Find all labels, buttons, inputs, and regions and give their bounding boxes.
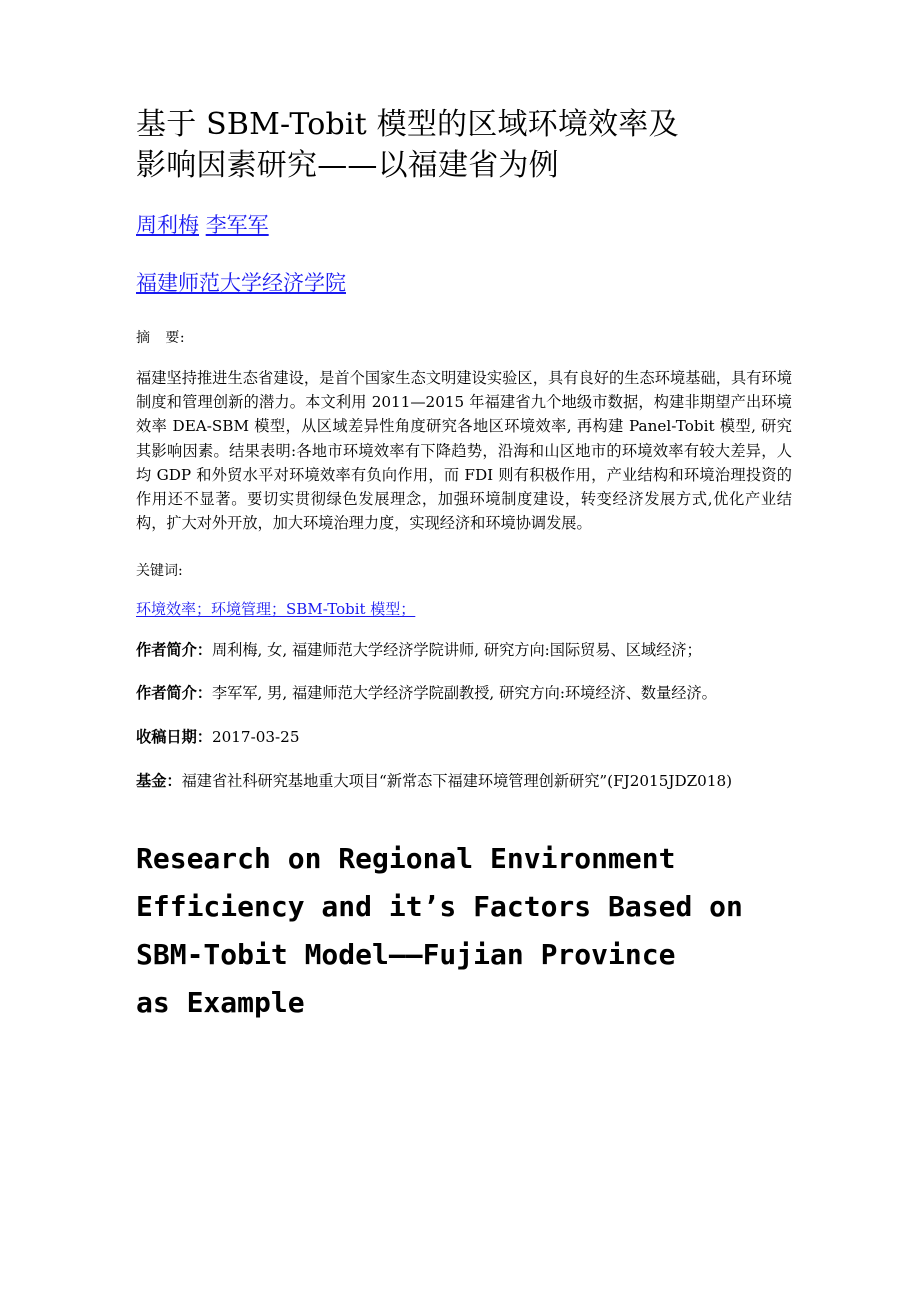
- abstract-label: 摘 要:: [136, 330, 186, 346]
- affiliation: [136, 268, 792, 298]
- page-title-english: [136, 835, 816, 1027]
- author-link-1[interactable]: 周利梅: [136, 213, 199, 237]
- received-date-label: 收稿日期：: [136, 727, 212, 746]
- document-content-column: [136, 0, 792, 1050]
- author-list: [136, 210, 792, 240]
- page-title-chinese-line-1: 基于 SBM-Tobit 模型的区域环境效率及: [136, 107, 679, 142]
- received-date-value: 2017-03-25: [211, 727, 300, 746]
- page-title-english-line-4: as Example: [136, 986, 305, 1020]
- keyword-link-3[interactable]: SBM-Tobit 模型；: [286, 600, 416, 619]
- affiliation-link[interactable]: 福建师范大学经济学院: [136, 271, 346, 295]
- author-bio-1-label: 作者简介：: [136, 641, 212, 660]
- author-bio-1-text: 周利梅, 女, 福建师范大学经济学院讲师, 研究方向:国际贸易、区域经济；: [211, 641, 702, 660]
- author-link-2[interactable]: 李军军: [205, 213, 269, 237]
- author-bio-1: [136, 638, 792, 662]
- author-bio-2-text: 李军军, 男, 福建师范大学经济学院副教授, 研究方向:环境经济、数量经济。: [211, 683, 717, 702]
- author-separator: [199, 213, 206, 237]
- funding-text: 福建省社科研究基地重大项目“新常态下福建环境管理创新研究”(FJ2015JDZ018): [181, 772, 733, 791]
- keyword-link-1[interactable]: 环境效率；: [136, 600, 212, 619]
- page-title-english-line-2: Efficiency and it’s Factors Based on: [136, 890, 743, 924]
- page-title-english-line-1: Research on Regional Environment: [136, 842, 676, 876]
- page-title-chinese-line-2: 影响因素研究——以福建省为例: [136, 148, 559, 183]
- author-bio-2-label: 作者简介：: [136, 683, 212, 702]
- funding-info: [136, 769, 792, 793]
- funding-label: 基金：: [136, 772, 182, 791]
- keyword-link-2[interactable]: 环境管理；: [211, 600, 287, 619]
- page-title-english-line-3: SBM-Tobit Model——Fujian Province: [136, 938, 676, 972]
- received-date: [136, 725, 792, 749]
- keywords-list: [136, 598, 792, 620]
- abstract-body: 福建坚持推进生态省建设，是首个国家生态文明建设实验区，具有良好的生态环境基础，具有环境制度和管理创新的潜力。本文利用 2011—2015 年福建省九个地级市数据，构建非期望产出环境效率 DEA-SBM 模型，从区域差异性角度研究各地区环境效率, 再构建 Panel-Tobit 模型, 研究其影响因素。结果表明:各地市环境效率有下降趋势，沿海和山区地市的环境效率有较大差异，人均 GDP 和外贸水平对环境效率有负向作用，而 FDI 则有积极作用，产业结构和环境治理投资的作用还不显著。要切实贯彻绿色发展理念，加强环境制度建设，转变经济发展方式,优化产业结构，扩大对外开放，加大环境治理力度，实现经济和环境协调发展。: [136, 369, 792, 533]
- page-title-chinese: [136, 0, 776, 186]
- keywords-label: 关键词:: [136, 563, 183, 580]
- author-bio-2: [136, 681, 792, 705]
